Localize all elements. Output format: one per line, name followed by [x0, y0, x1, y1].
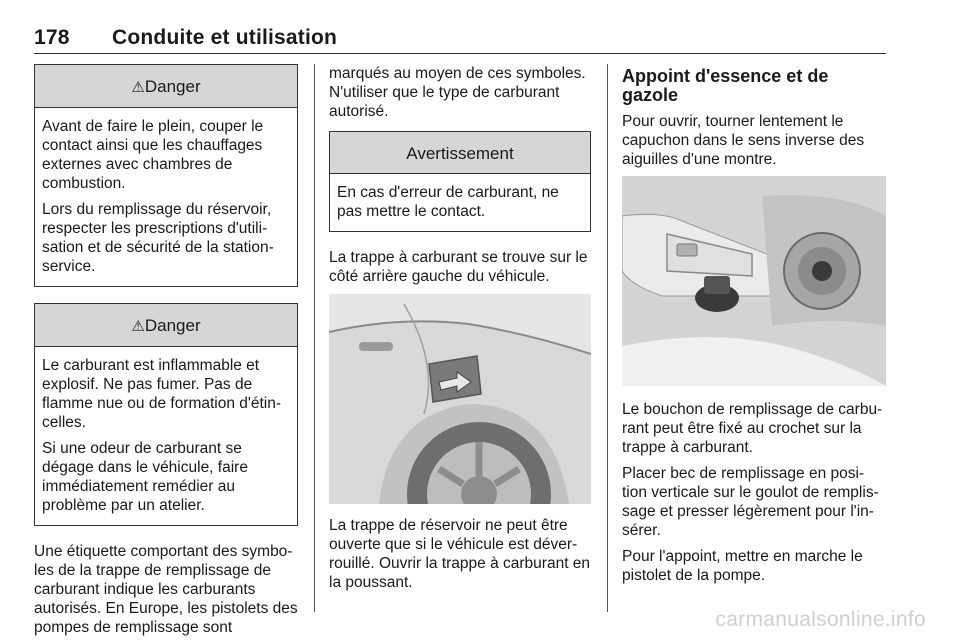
- column-divider-2: [607, 64, 608, 612]
- body-paragraph: marqués au moyen de ces symboles. N'utiliser que le type de carburant autorisé.: [329, 65, 586, 120]
- page-header: [34, 26, 337, 50]
- danger-box-1: [34, 64, 298, 287]
- column-3: [622, 64, 886, 592]
- warning-paragraph: En cas d'erreur de carburant, ne pas mettre le contact.: [337, 184, 559, 220]
- danger-paragraph: Le carburant est inflammable et explosif. Ne pas fumer. Pas de flamme nue ou de formation d'étin-celles.: [42, 357, 282, 431]
- danger-box-body: [35, 108, 297, 286]
- danger-title: Danger: [144, 316, 201, 335]
- watermark: carmanualsonline.info: [715, 608, 926, 631]
- danger-paragraph: Lors du remplissage du réservoir, respecter les prescriptions d'utili-sation et de sécurité de la station-service.: [42, 201, 274, 275]
- column-divider-1: [314, 64, 315, 612]
- body-paragraph: La trappe de réservoir ne peut être ouverte que si le véhicule est déver-rouillé. Ouvrir la trappe à carburant en la poussant.: [329, 517, 591, 591]
- danger-box-2: [34, 303, 298, 526]
- column-1: [34, 64, 298, 644]
- warning-triangle-icon: ⚠: [131, 79, 145, 96]
- danger-box-body: [35, 347, 297, 525]
- danger-box-header: [35, 65, 297, 108]
- danger-box-header: [35, 304, 297, 347]
- body-paragraph: Placer bec de remplissage en posi-tion verticale sur le goulot de remplis-sage et presser légèrement pour l'in-sérer.: [622, 465, 879, 539]
- body-paragraph: La trappe à carburant se trouve sur le côté arrière gauche du véhicule.: [329, 249, 588, 285]
- warning-box-header: Avertissement: [330, 132, 590, 174]
- header-rule: [34, 53, 886, 54]
- warning-triangle-icon: ⚠: [131, 318, 145, 335]
- body-paragraph: Pour l'appoint, mettre en marche le pistolet de la pompe.: [622, 548, 863, 584]
- body-paragraph: Pour ouvrir, tourner lentement le capuchon dans le sens inverse des aiguilles d'une montre.: [622, 113, 865, 168]
- fuel-flap-location-illustration: [329, 294, 593, 504]
- page-number: 178: [34, 26, 70, 49]
- warning-box: [329, 131, 591, 232]
- body-paragraph: Le bouchon de remplissage de carbu-rant peut être fixé au crochet sur la trappe à carburant.: [622, 401, 883, 456]
- danger-paragraph: Avant de faire le plein, couper le contact ainsi que les chauffages externes avec chambres de combustion.: [42, 118, 264, 192]
- page-title: Conduite et utilisation: [112, 26, 338, 49]
- warning-box-body: [330, 174, 590, 231]
- danger-title: Danger: [144, 77, 201, 96]
- body-paragraph: Une étiquette comportant des symbo-les de la trappe de remplissage de carburant indique les carburants autorisés. En Europe, les pistolets des pompes de remplissage sont: [34, 543, 298, 636]
- danger-paragraph: Si une odeur de carburant se dégage dans le véhicule, faire immédiatement remédier au problème par un atelier.: [42, 440, 248, 514]
- fuel-cap-illustration: [622, 176, 886, 386]
- section-heading: Appoint d'essence et de gazole: [622, 66, 829, 105]
- column-2: [329, 64, 591, 599]
